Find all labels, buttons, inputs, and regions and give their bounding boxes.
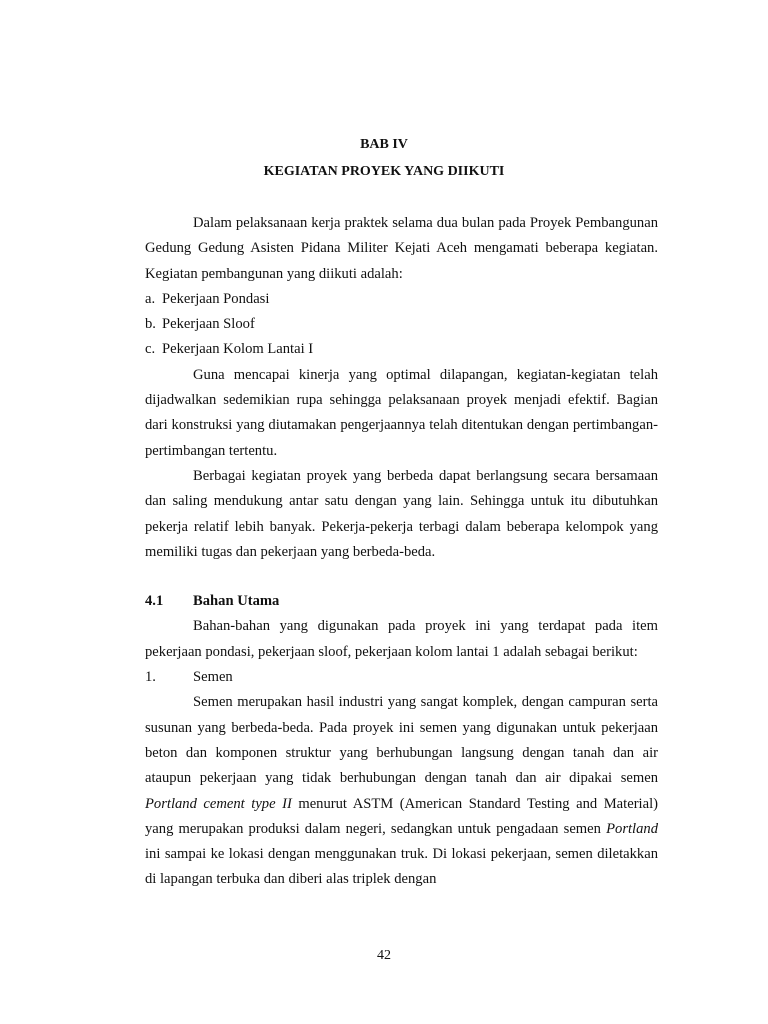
section-number: 4.1	[145, 593, 164, 610]
list-marker: b.	[145, 316, 156, 333]
list-item-text: Pekerjaan Kolom Lantai I	[162, 341, 314, 358]
numbered-item	[145, 665, 658, 690]
section-title: Bahan Utama	[193, 593, 280, 610]
cement-paragraph	[145, 690, 658, 892]
item-name: Semen	[193, 669, 233, 686]
cement-text-2: menurut ASTM (American Standard Testing and Material) yang merupakan produksi dalam negeri, sedangkan untuk pengadaan semen	[145, 795, 659, 837]
page-number: 42	[377, 948, 391, 963]
chapter-heading: BAB IV	[360, 137, 408, 152]
cement-text-1: Semen merupakan hasil industri yang sangat komplek, dengan campuran serta susunan yang berbeda-beda. Pada proyek ini semen yang digunakan untuk pekerjaan beton dan komponen struktur yang berhubungan langsung dengan tanah dan air ataupun pekerjaan yang tidak berhubungan dengan tanah dan air dipakai semen	[145, 694, 658, 787]
paragraph-scheduling: Guna mencapai kinerja yang optimal dilapangan, kegiatan-kegiatan telah dijadwalkan sedemikian rupa sehingga pelaksanaan proyek menjadi efektif. Bagian dari konstruksi yang diutamakan pengerjaannya telah ditentukan dengan pertimbangan-pertimbangan tertentu.	[145, 366, 658, 459]
section-paragraph: Bahan-bahan yang digunakan pada proyek ini yang terdapat pada item pekerjaan pondasi, pekerjaan sloof, pekerjaan kolom lantai 1 adalah sebagai berikut:	[145, 618, 658, 660]
paragraph-workers: Berbagai kegiatan proyek yang berbeda dapat berlangsung secara bersamaan dan saling mendukung antar satu dengan yang lain. Sehingga untuk itu dibutuhkan pekerja relatif lebih banyak. Pekerja-pekerja terbagi dalam beberapa kelompok yang memiliki tugas dan pekerjaan yang berbeda-beda.	[145, 467, 658, 560]
list-marker: c.	[145, 341, 156, 358]
document-body	[145, 211, 658, 893]
portland-italic: Portland	[606, 820, 658, 837]
list-item	[145, 337, 658, 362]
list-item-text: Pekerjaan Pondasi	[162, 290, 270, 307]
intro-paragraph: Dalam pelaksanaan kerja praktek selama dua bulan pada Proyek Pembangunan Gedung Gedung Asisten Pidana Militer Kejati Aceh mengamati beberapa kegiatan. Kegiatan pembangunan yang diikuti adalah:	[145, 215, 658, 282]
list-item	[145, 312, 658, 337]
list-item	[145, 287, 658, 312]
item-number: 1.	[145, 669, 156, 686]
cement-text-3: ini sampai ke lokasi dengan menggunakan truk. Di lokasi pekerjaan, semen diletakkan di lapangan terbuka dan diberi alas triplek dengan	[145, 846, 658, 888]
chapter-title: KEGIATAN PROYEK YANG DIIKUTI	[263, 164, 505, 179]
cement-type-italic: Portland cement type II	[145, 795, 292, 812]
list-item-text: Pekerjaan Sloof	[162, 316, 255, 333]
list-marker: a.	[145, 290, 156, 307]
section-heading	[145, 589, 658, 614]
